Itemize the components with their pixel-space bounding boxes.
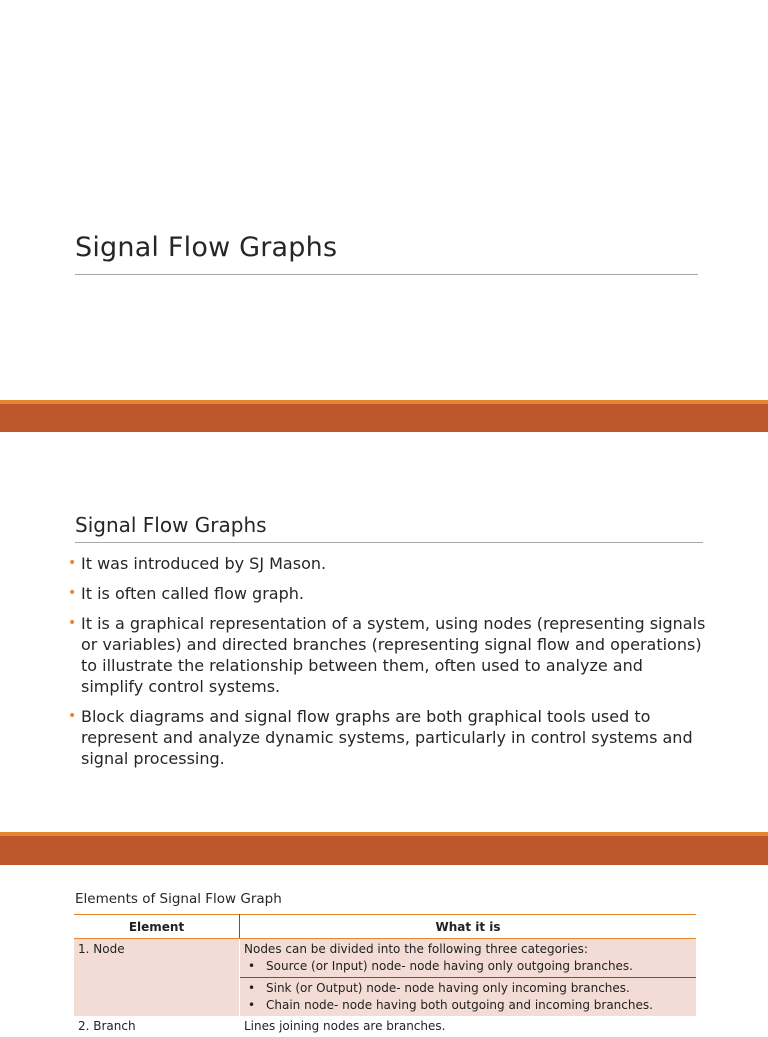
table-slide	[0, 865, 768, 1033]
table-title: Elements of Signal Flow Graph	[75, 891, 282, 907]
element-cell	[74, 978, 240, 1017]
description-cell: Lines joining nodes are branches.	[244, 1019, 446, 1033]
element-cell: 2. Branch	[74, 1016, 240, 1037]
bullet-list	[68, 553, 708, 778]
bullet-text: Block diagrams and signal flow graphs are both graphical tools used to represent and analyze dynamic systems, particularly in control systems and signal processing.	[81, 707, 693, 768]
description-cell	[240, 939, 697, 978]
title-underline	[75, 274, 698, 275]
bullet-item	[68, 706, 708, 769]
slide-divider-band	[0, 832, 768, 865]
bullet-icon: •	[68, 555, 77, 571]
bullet-icon: •	[68, 585, 77, 601]
list-item	[244, 958, 692, 975]
bullet-item	[68, 553, 708, 574]
header-what-it-is: What it is	[240, 915, 697, 939]
table-row	[74, 939, 696, 978]
bullet-icon: •	[68, 615, 77, 631]
bullet-text: It was introduced by SJ Mason.	[81, 554, 327, 573]
title-slide	[0, 0, 768, 400]
table-row	[74, 978, 696, 1017]
element-cell: 1. Node	[74, 939, 240, 978]
header-element: Element	[74, 915, 240, 939]
slide-divider-band	[0, 400, 768, 432]
bullet-icon: •	[68, 708, 77, 724]
bullet-text: It is a graphical representation of a system, using nodes (representing signals or variables) and directed branches (representing signal flow and operations) to illustrate the relationship between them, often used to analyze and simplify control systems.	[81, 614, 706, 696]
bullet-item	[68, 583, 708, 604]
list-item-text: Source (or Input) node- node having only outgoing branches.	[266, 959, 633, 973]
slide-title: Signal Flow Graphs	[75, 232, 338, 263]
list-item	[244, 980, 692, 997]
elements-table	[74, 914, 696, 1037]
list-item-text: Sink (or Output) node- node having only incoming branches.	[266, 981, 630, 995]
bullet-item	[68, 613, 708, 697]
list-item-text: Chain node- node having both outgoing and incoming branches.	[266, 998, 653, 1012]
content-slide	[0, 432, 768, 832]
table-row	[74, 1016, 696, 1037]
bullet-text: It is often called flow graph.	[81, 584, 304, 603]
description-intro: Nodes can be divided into the following three categories:	[244, 942, 588, 956]
table-header-row	[74, 915, 696, 939]
bullet-icon: •	[248, 959, 256, 973]
bullet-icon: •	[248, 998, 256, 1012]
list-item	[244, 997, 692, 1014]
bullet-icon: •	[248, 981, 256, 995]
heading-underline	[75, 542, 703, 543]
description-cell	[240, 978, 697, 1017]
slide-heading: Signal Flow Graphs	[75, 513, 267, 537]
